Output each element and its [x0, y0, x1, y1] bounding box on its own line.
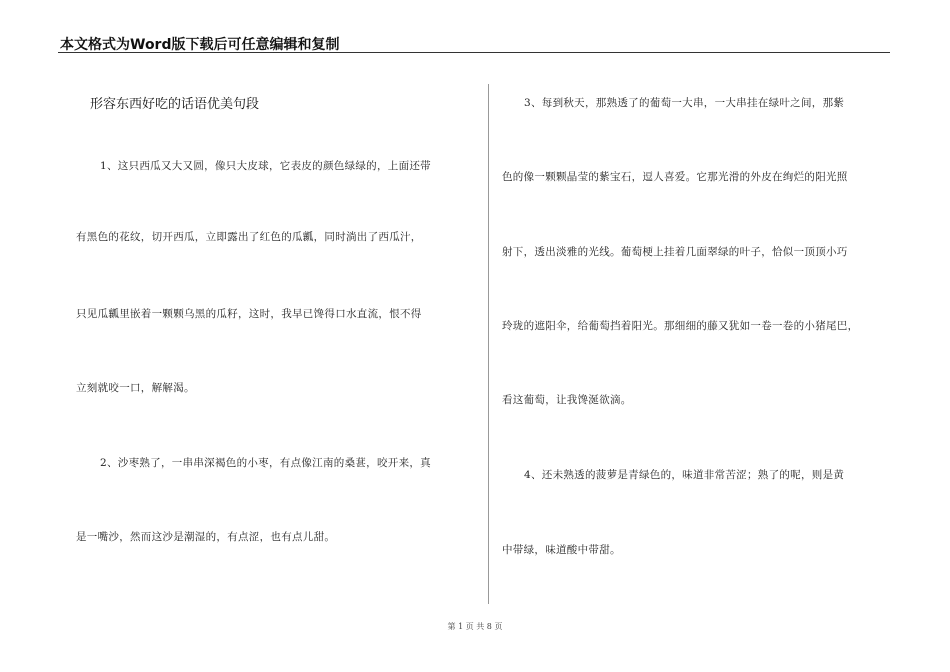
paragraph-line: 玲珑的遮阳伞，给葡萄挡着阳光。那细细的藤又犹如一卷一卷的小猪尾巴， [502, 320, 859, 332]
paragraph-line: 有黑色的花纹，切开西瓜，立即露出了红色的瓜瓤，同时淌出了西瓜汁， [76, 231, 422, 243]
paragraph-line: 射下，透出淡雅的光线。葡萄梗上挂着几面翠绿的叶子，恰似一顶顶小巧 [502, 246, 848, 258]
page-number-footer: 第 1 页 共 8 页 [447, 622, 503, 631]
column-divider [488, 84, 489, 604]
paragraph-line: 3、每到秋天，那熟透了的葡萄一大串，一大串挂在绿叶之间，那紫 [524, 97, 845, 109]
header-banner: 本文格式为Word版下载后可任意编辑和复制 [60, 37, 340, 53]
header-divider [58, 52, 890, 53]
paragraph-line: 立刻就咬一口，解解渴。 [76, 382, 195, 394]
document-title: 形容东西好吃的话语优美句段 [90, 97, 260, 112]
paragraph-line: 色的像一颗颗晶莹的紫宝石，逗人喜爱。它那光滑的外皮在绚烂的阳光照 [502, 171, 848, 183]
paragraph-line: 4、还未熟透的菠萝是青绿色的，味道非常苦涩；熟了的呢，则是黄 [524, 469, 845, 481]
paragraph-line: 2、沙枣熟了，一串串深褐色的小枣，有点像江南的桑葚，咬开来，真 [100, 457, 431, 469]
paragraph-line: 看这葡萄，让我馋涎欲滴。 [502, 394, 632, 406]
paragraph-line: 是一嘴沙，然而这沙是潮湿的，有点涩，也有点儿甜。 [76, 531, 336, 543]
paragraph-line: 1、这只西瓜又大又圆，像只大皮球，它表皮的颜色绿绿的，上面还带 [100, 160, 431, 172]
paragraph-line: 中带绿，味道酸中带甜。 [502, 544, 621, 556]
paragraph-line: 只见瓜瓤里嵌着一颗颗乌黑的瓜籽，这时，我早已馋得口水直流，恨不得 [76, 308, 422, 320]
